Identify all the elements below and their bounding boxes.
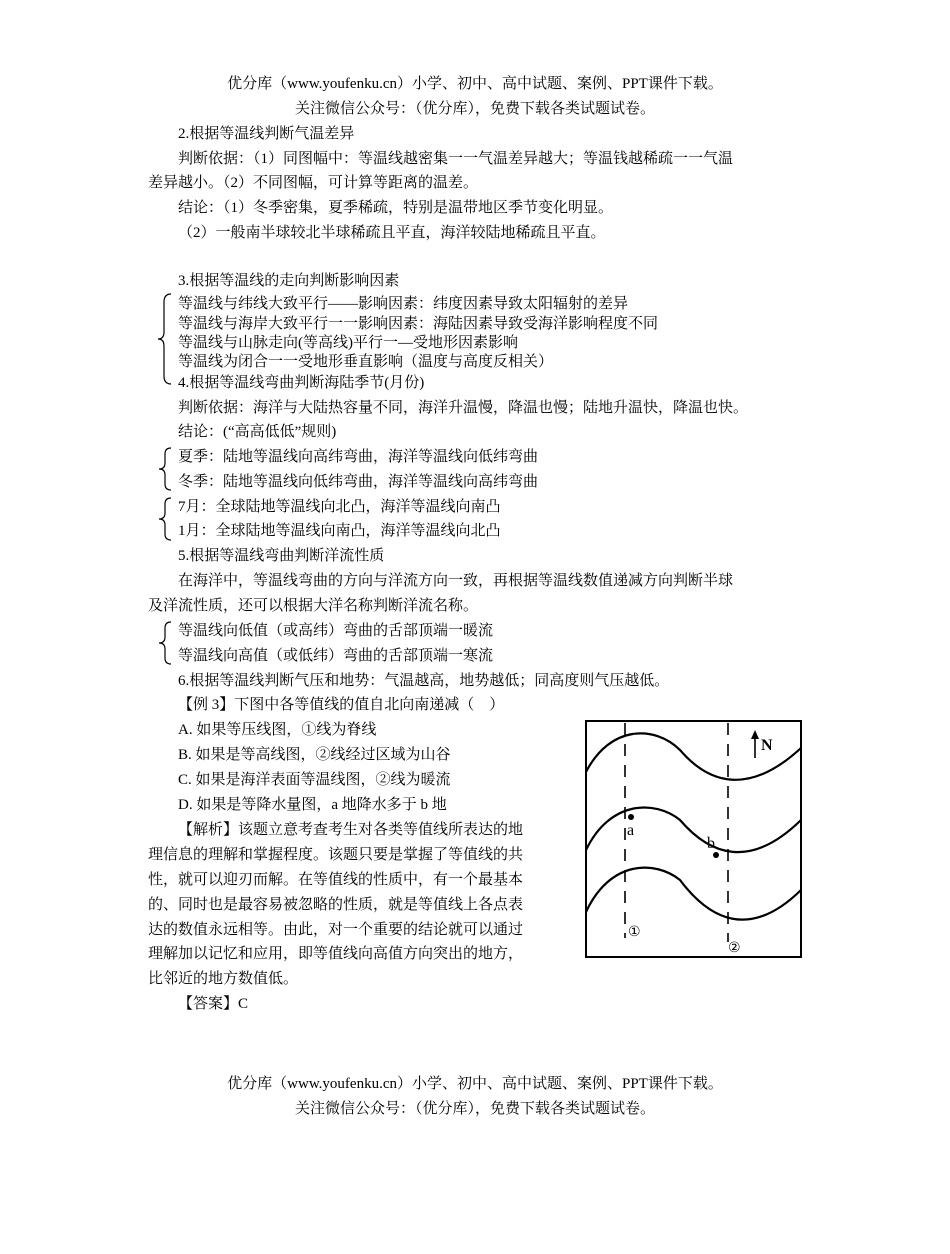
footer-line-1: 优分库（www.youfenku.cn）小学、初中、高中试题、案例、PPT课件下载。 (227, 1076, 723, 1092)
section-2-title: 2.根据等温线判断气温差异 (178, 126, 355, 142)
current-warm: 等温线向低值（或高纬）弯曲的舌部顶端一暖流 (178, 623, 494, 639)
option-c: C. 如果是海洋表面等温线图，②线为暖流 (178, 772, 451, 788)
answer: 【答案】C (178, 996, 249, 1012)
analysis-line-2: 理信息的理解和掌握程度。该题只要是掌握了等值线的共 (148, 847, 524, 863)
section-2-conclusion-1: 结论：（1）冬季密集，夏季稀疏，特别是温带地区季节变化明显。 (178, 200, 614, 216)
analysis-line-5: 达的数值永远相等。由此，对一个重要的结论就可以通过 (148, 922, 524, 938)
analysis-line-3: 性，就可以迎刃而解。在等值线的性质中，有一个最基本 (148, 872, 524, 888)
figure-frame (586, 721, 801, 957)
point-b-label: b (707, 835, 715, 852)
month-brace (155, 496, 175, 542)
example-question: 【例 3】下图中各等值线的值自北向南递减（ ） (178, 697, 505, 713)
header-line-2: 关注微信公众号：（优分库），免费下载各类试题试卷。 (294, 101, 655, 117)
analysis-line-6: 理解加以记忆和应用，即等值线向高值方向突出的地方， (148, 946, 524, 962)
analysis-line-7: 比邻近的地方数值低。 (148, 971, 299, 987)
section-5-text-a: 在海洋中，等温线弯曲的方向与洋流方向一致，再根据等温线数值递减方向判断半球 (178, 573, 734, 589)
footer-line-2: 关注微信公众号：（优分库），免费下载各类试题试卷。 (294, 1101, 655, 1117)
section-3-title: 3.根据等温线的走向判断影响因素 (178, 273, 400, 289)
header-line-1: 优分库（www.youfenku.cn）小学、初中、高中试题、案例、PPT课件下载。 (227, 76, 723, 92)
option-d: D. 如果是等降水量图，a 地降水多于 b 地 (178, 797, 447, 813)
current-brace (155, 620, 175, 666)
contour-line-3 (586, 868, 801, 920)
section-6-title: 6.根据等温线判断气压和地势：气温越高，地势越低；同高度则气压越低。 (178, 673, 670, 689)
section-3-brace (155, 292, 175, 387)
option-b: B. 如果是等高线图，②线经过区域为山谷 (178, 747, 451, 763)
section-3-item-3: 等温线与山脉走向(等高线)平行一—受地形因素影响 (178, 335, 518, 351)
north-arrow-head (751, 730, 759, 739)
section-3-item-1: 等温线与纬线大致平行——影响因素：纬度因素导致太阳辐射的差异 (178, 296, 629, 312)
month-july: 7月：全球陆地等温线向北凸，海洋等温线向南凸 (178, 499, 501, 515)
season-summer: 夏季：陆地等温线向高纬弯曲，海洋等温线向低纬弯曲 (178, 449, 539, 465)
analysis-line-1: 【解析】该题立意考查考生对各类等值线所表达的地 (178, 822, 524, 838)
month-january: 1月：全球陆地等温线向南凸，海洋等温线向北凸 (178, 523, 501, 539)
season-brace (155, 446, 175, 492)
line-2-label: ② (728, 940, 741, 956)
section-4-basis: 判断依据：海洋与大陆热容量不同，海洋升温慢，降温也慢；陆地升温快，降温也快。 (178, 400, 749, 416)
section-4-conclusion: 结论：(“高高低低”规则) (178, 424, 337, 440)
point-a-label: a (627, 822, 635, 839)
north-label: N (761, 737, 773, 754)
section-5-text-b: 及洋流性质，还可以根据大洋名称判断洋流名称。 (148, 598, 479, 614)
contour-line-2 (586, 808, 801, 853)
option-a: A. 如果等压线图，①线为脊线 (178, 722, 377, 738)
season-winter: 冬季：陆地等温线向低纬弯曲，海洋等温线向高纬弯曲 (178, 474, 539, 490)
section-2-conclusion-2: （2）一般南半球较北半球稀疏且平直，海洋较陆地稀疏且平直。 (178, 225, 606, 241)
section-3-item-4: 等温线为闭合一一受地形垂直影响（温度与高度反相关） (178, 354, 554, 370)
contour-figure (585, 720, 813, 962)
section-3-item-2: 等温线与海岸大致平行一一影响因素：海陆因素导致受海洋影响程度不同 (178, 316, 659, 332)
section-2-basis-a: 判断依据：（1）同图幅中：等温线越密集一一气温差异越大；等温钱越稀疏一一气温 (178, 151, 734, 167)
line-1-label: ① (628, 924, 641, 940)
point-b-dot (713, 852, 719, 858)
current-cold: 等温线向高值（或低纬）弯曲的舌部顶端一寒流 (178, 648, 494, 664)
section-5-title: 5.根据等温线弯曲判断洋流性质 (178, 548, 385, 564)
analysis-line-4: 的、同时也是最容易被忽略的性质，就是等值线上各点表 (148, 897, 524, 913)
section-2-basis-b: 差异越小。（2）不同图幅，可计算等距离的温差。 (148, 175, 479, 191)
point-a-dot (628, 814, 634, 820)
section-4-title: 4.根据等温线弯曲判断海陆季节(月份) (178, 375, 425, 391)
